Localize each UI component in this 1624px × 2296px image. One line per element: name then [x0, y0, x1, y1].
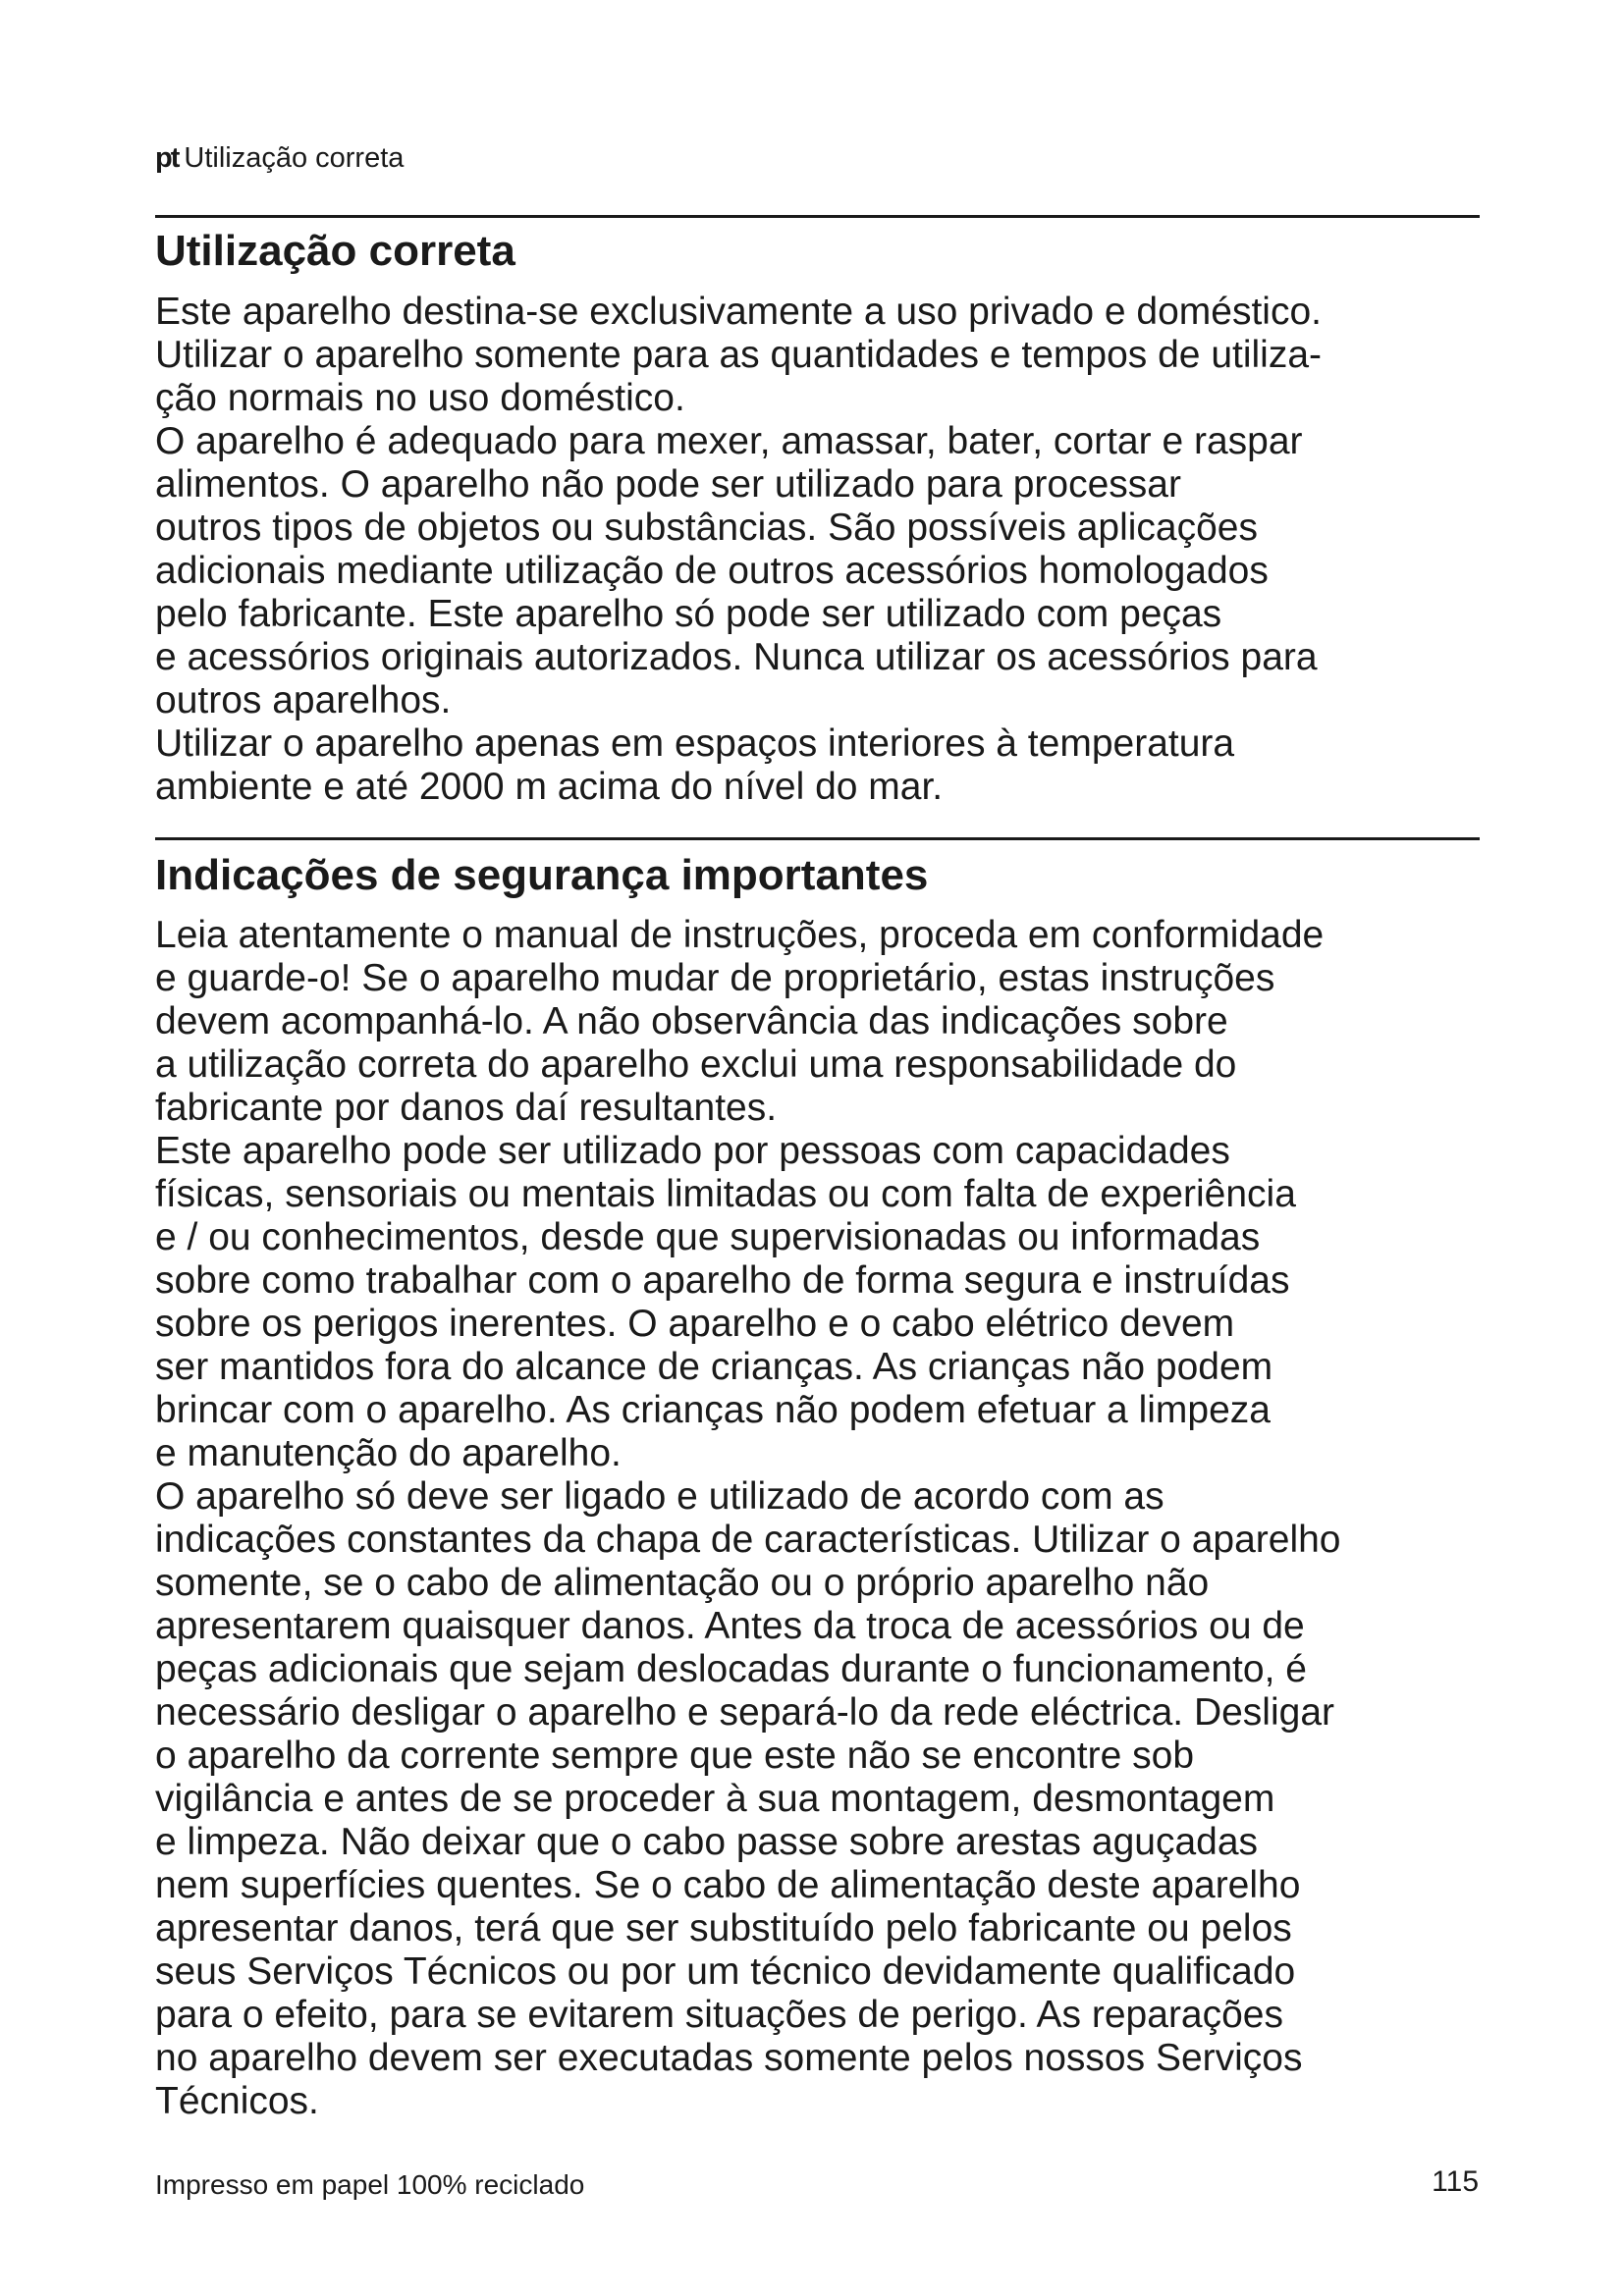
text-line: adicionais mediante utilização de outros acessórios homologados: [155, 550, 1269, 592]
text-line: outros tipos de objetos ou substâncias. São possíveis aplicações: [155, 507, 1259, 549]
text-line: somente, se o cabo de alimentação ou o próprio aparelho não: [155, 1562, 1210, 1604]
text-line: peças adicionais que sejam deslocadas durante o funcionamento, é: [155, 1648, 1307, 1690]
section-divider: [155, 837, 1480, 840]
section-title-correct-use: Utilização correta: [155, 227, 515, 275]
text-line: ser mantidos fora do alcance de crianças. As crianças não podem: [155, 1346, 1273, 1388]
text-line: a utilização correta do aparelho exclui uma responsabilidade do: [155, 1043, 1237, 1086]
text-line: o aparelho da corrente sempre que este não se encontre sob: [155, 1735, 1195, 1777]
section-body-correct-use: [155, 291, 1490, 809]
text-line: Utilizar o aparelho apenas em espaços interiores à temperatura: [155, 722, 1235, 765]
text-line: seus Serviços Técnicos ou por um técnico devidamente qualificado: [155, 1950, 1296, 1993]
language-code: pt: [155, 142, 179, 174]
text-line: alimentos. O aparelho não pode ser utilizado para processar: [155, 463, 1181, 506]
text-line: no aparelho devem ser executadas somente pelos nossos Serviços: [155, 2037, 1303, 2079]
text-line: e manutenção do aparelho.: [155, 1432, 622, 1474]
text-line: físicas, sensoriais ou mentais limitadas ou com falta de experiência: [155, 1173, 1296, 1215]
text-line: apresentar danos, terá que ser substituído pelo fabricante ou pelos: [155, 1907, 1292, 1949]
text-line: e guarde-o! Se o aparelho mudar de proprietário, estas instruções: [155, 957, 1275, 999]
text-line: Técnicos.: [155, 2080, 319, 2122]
text-line: Este aparelho pode ser utilizado por pessoas com capacidades: [155, 1130, 1230, 1172]
text-line: devem acompanhá-lo. A não observância das indicações sobre: [155, 1000, 1228, 1042]
text-line: nem superfícies quentes. Se o cabo de alimentação deste aparelho: [155, 1864, 1301, 1906]
text-line: vigilância e antes de se proceder à sua montagem, desmontagem: [155, 1778, 1275, 1820]
text-line: outros aparelhos.: [155, 679, 452, 721]
section-title-safety-instructions: Indicações de segurança importantes: [155, 851, 929, 899]
running-header: [155, 140, 404, 176]
section-body-safety-instructions: [155, 914, 1490, 2123]
text-line: Utilizar o aparelho somente para as quantidades e tempos de utiliza-: [155, 334, 1323, 376]
page-number: 115: [1432, 2165, 1479, 2198]
text-line: brincar com o aparelho. As crianças não podem efetuar a limpeza: [155, 1389, 1271, 1431]
header-title: Utilização correta: [184, 142, 405, 174]
footer-recycled-note: Impresso em papel 100% reciclado: [155, 2169, 585, 2200]
text-line: para o efeito, para se evitarem situações de perigo. As reparações: [155, 1994, 1283, 2036]
text-line: sobre os perigos inerentes. O aparelho e o cabo elétrico devem: [155, 1303, 1235, 1345]
text-line: ambiente e até 2000 m acima do nível do mar.: [155, 766, 944, 808]
text-line: O aparelho é adequado para mexer, amassar, bater, cortar e raspar: [155, 420, 1303, 462]
text-line: indicações constantes da chapa de características. Utilizar o aparelho: [155, 1519, 1341, 1561]
text-line: O aparelho só deve ser ligado e utilizado de acordo com as: [155, 1475, 1164, 1518]
text-line: Este aparelho destina-se exclusivamente a uso privado e doméstico.: [155, 291, 1322, 333]
text-line: sobre como trabalhar com o aparelho de forma segura e instruídas: [155, 1259, 1290, 1302]
text-line: apresentarem quaisquer danos. Antes da troca de acessórios ou de: [155, 1605, 1305, 1647]
text-line: pelo fabricante. Este aparelho só pode ser utilizado com peças: [155, 593, 1222, 635]
text-line: necessário desligar o aparelho e separá-lo da rede eléctrica. Desligar: [155, 1691, 1335, 1734]
section-divider: [155, 215, 1480, 218]
text-line: e acessórios originais autorizados. Nunca utilizar os acessórios para: [155, 636, 1318, 678]
text-line: e / ou conhecimentos, desde que supervisionadas ou informadas: [155, 1216, 1261, 1258]
text-line: fabricante por danos daí resultantes.: [155, 1087, 778, 1129]
text-line: e limpeza. Não deixar que o cabo passe sobre arestas aguçadas: [155, 1821, 1259, 1863]
text-line: Leia atentamente o manual de instruções, proceda em conformidade: [155, 914, 1325, 956]
text-line: ção normais no uso doméstico.: [155, 377, 685, 419]
